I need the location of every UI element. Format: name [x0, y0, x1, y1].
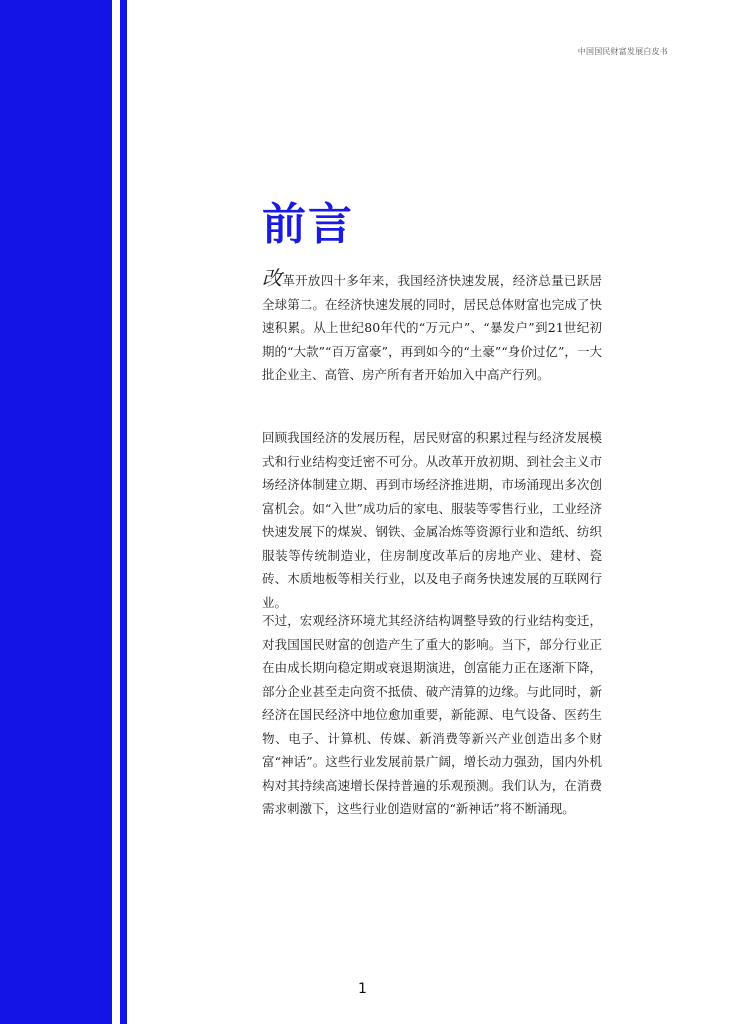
page-title: 前言 — [262, 199, 354, 250]
running-header: 中国国民财富发展白皮书 — [577, 47, 668, 56]
paragraph-1 — [262, 268, 602, 387]
paragraph-3: 不过，宏观经济环境尤其经济结构调整导致的行业结构变迁，对我国国民财富的创造产生了重大的影响。当下，部分行业正在由成长期向稳定期或衰退期演进，创富能力正在逐渐下降，部分企业甚至走向资不抵债、破产清算的边缘。与此同时，新经济在国民经济中地位愈加重要，新能源、电气设备、医药生物、电子、计算机、传媒、新消费等新兴产业创造出多个财富“神话”。这些行业发展前景广阔，增长动力强劲，国内外机构对其持续高速增长保持普遍的乐观预测。我们认为，在消费需求刺激下，这些行业创造财富的“新神话”将不断涌现。 — [262, 613, 602, 816]
left-thin-stripe — [120, 0, 127, 1024]
drop-cap: 改 — [262, 266, 283, 290]
page-number: 1 — [358, 981, 367, 997]
paragraph-2: 回顾我国经济的发展历程，居民财富的积累过程与经济发展模式和行业结构变迁密不可分。从改革开放初期、到社会主义市场经济体制建立期、再到市场经济推进期，市场涌现出多次创富机会。如“入世”成功后的家电、服装等零售行业，工业经济快速发展下的煤炭、钢铁、金属冶炼等资源行业和造纸、纺织服装等传统制造业，住房制度改革后的房地产业、建材、瓷砖、木质地板等相关行业，以及电子商务快速发展的互联网行业。 — [262, 430, 602, 610]
paragraph-1-text: 革开放四十多年来，我国经济快速发展，经济总量已跃居全球第二。在经济快速发展的同时，居民总体财富也完成了快速积累。从上世纪80年代的“万元户”、“暴发户”到21世纪初期的“大款”“百万富豪”，再到如今的“土豪”“身价过亿”，一大批企业主、高管、房产所有者开始加入中高产行列。 — [262, 273, 602, 382]
left-color-band — [0, 0, 112, 1024]
